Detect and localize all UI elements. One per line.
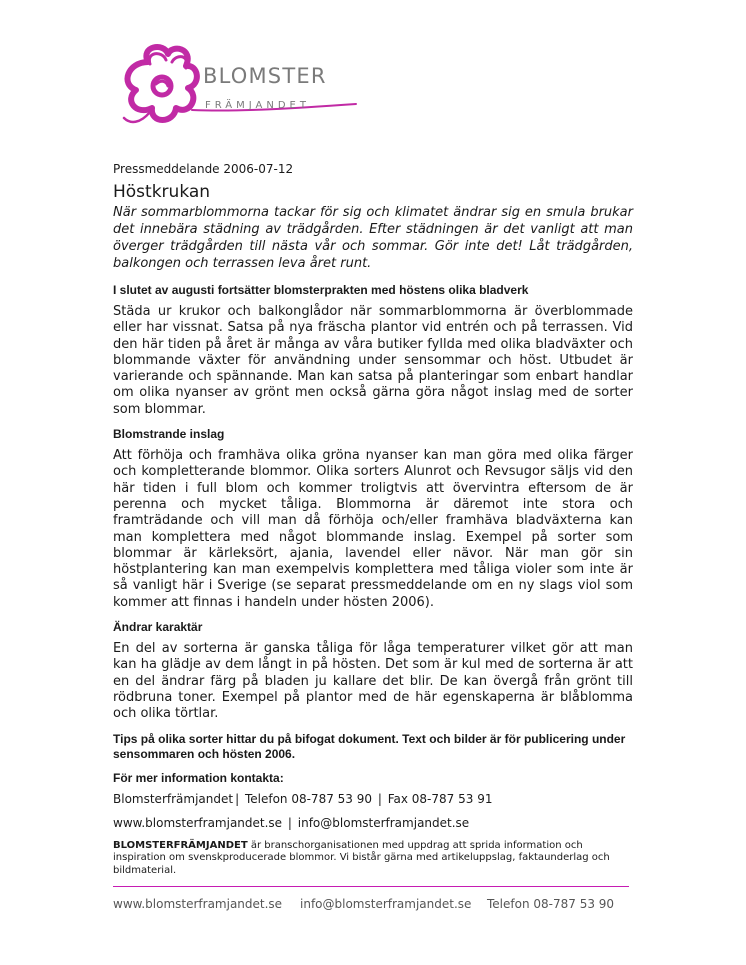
logo-brand-text: BLOMSTER xyxy=(203,64,327,88)
contact-org: Blomsterfrämjandet xyxy=(113,791,234,806)
separator: | xyxy=(287,815,292,830)
contact-phone-line xyxy=(113,792,633,806)
section-heading-character: Ändrar karaktär xyxy=(113,620,203,635)
contact-heading: För mer information kontakta: xyxy=(113,770,284,785)
section-body-character: En del av sorterna är ganska tåliga för låga temperaturer vilket gör att man kan ha glädje av dem långt in på hösten. Det som är kul med de sorterna är att en del ändrar färg på bladen ju kallare det blir. De kan övergå från grönt till rödbruna toner. Exempel på plantor med de här egenskaperna är blåblomma och olika törtlar. xyxy=(113,641,633,722)
section-body-blooming: Att förhöja och framhäva olika gröna nyanser kan man göra med olika färger och kompletterande blommor. Olika sorters Alunrot och Revsugor säljs vid den här tiden i full blom och kommer troligtvis att övervintra eftersom de är perenna och mycket tåliga. Blommorna är däremot inte stora och framträdande och vill man då förhöja och/eller framhäva bladväxterna kan man komplettera med något blommande inslag. Exempel på sorter som blommar är kärleksört, ajania, lavendel eller nävor. När man gör sin höstplantering kan man exempelvis komplettera med tåliga violer som inte är så vanligt här i Sverige (se separat pressmeddelande om en ny slags viol som kommer att finnas i handeln under hösten 2006). xyxy=(113,448,633,610)
contact-web-line xyxy=(113,816,633,830)
section-heading-august: I slutet av augusti fortsätter blomsterprakten med höstens olika bladverk xyxy=(113,283,529,297)
lead-paragraph: När sommarblommorna tackar för sig och klimatet ändrar sig en smula brukar det innebära städning av trädgården. Efter städningen är det vanligt att man överger trädgården till nästa vår och sommar. Gör inte det! Låt trädgården, balkongen och terrassen leva året runt. xyxy=(113,205,633,271)
footer-phone: Telefon 08-787 53 90 xyxy=(487,897,615,911)
about-org-name: BLOMSTERFRÄMJANDET xyxy=(113,839,248,851)
page-title: Höstkrukan xyxy=(113,182,211,202)
footer-email-link[interactable]: info@blomsterframjandet.se xyxy=(300,897,472,911)
section-body-august: Städa ur krukor och balkonglådor när sommarblommorna är överblommade eller har vissnat. Satsa på nya fräscha plantor vid entrén och på terrassen. Vid den här tiden på året är många av våra butiker fyllda med olika bladväxter och blommande växter för användning under sensommar och höst. Utbudet är varierande och spännande. Man kan satsa på planteringar som enbart handlar om olika nyanser av grönt men också gärna göra något inslag med de sorter som blommar. xyxy=(113,304,633,417)
footer-divider xyxy=(113,886,629,887)
footer-website-link[interactable]: www.blomsterframjandet.se xyxy=(113,897,283,911)
about-organisation xyxy=(113,840,633,878)
press-release-body xyxy=(113,162,633,877)
tips-note: Tips på olika sorter hittar du på bifogat dokument. Text och bilder är för publicering under sensommaren och hösten 2006. xyxy=(113,731,626,761)
contact-website-link[interactable]: www.blomsterframjandet.se xyxy=(113,815,283,830)
contact-email-link[interactable]: info@blomsterframjandet.se xyxy=(297,815,470,830)
release-date: Pressmeddelande 2006-07-12 xyxy=(113,162,294,176)
separator: | xyxy=(377,791,382,806)
about-org-text: är branschorganisationen med uppdrag att sprida information och inspiration om svenskproducerade blommor. Vi bistår gärna med artikeluppslag, faktaunderlag och bildmaterial. xyxy=(113,839,610,876)
logo-sub-text: FRÄMJANDET xyxy=(205,100,310,111)
contact-phone: Telefon 08-787 53 90 xyxy=(244,791,373,806)
section-heading-blooming: Blomstrande inslag xyxy=(113,427,225,442)
separator: | xyxy=(235,791,240,806)
contact-fax: Fax 08-787 53 91 xyxy=(387,791,493,806)
